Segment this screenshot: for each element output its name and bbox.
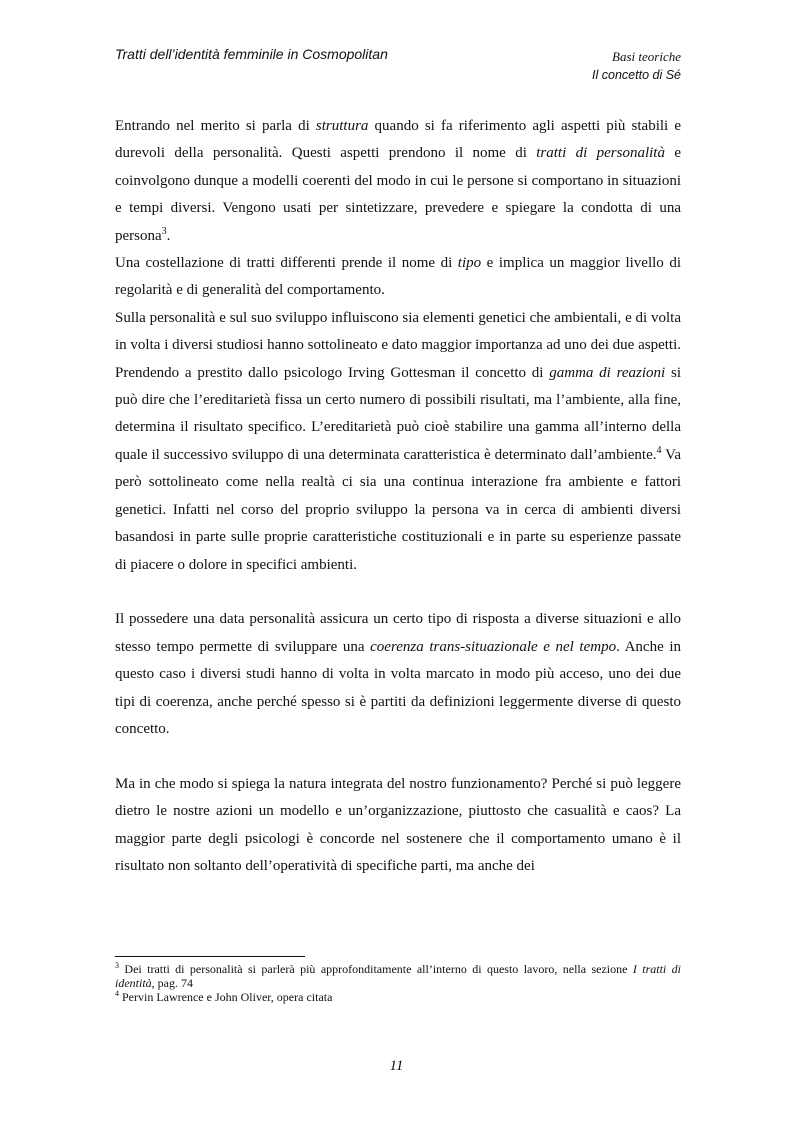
footnote-marker: 3	[115, 961, 119, 970]
footnote-marker: 3	[161, 225, 167, 237]
page-number: 11	[389, 1058, 404, 1074]
italic-text: tipo	[457, 255, 482, 272]
body-paragraph	[115, 606, 681, 743]
text-run: , pag. 74	[151, 976, 193, 991]
footnote-separator	[115, 956, 305, 957]
text-run: Dei tratti di personalità si parlerà più approfonditamente all’interno di questo lavoro, nella sezione	[119, 962, 633, 976]
italic-text: coerenza trans-situazionale e nel tempo	[370, 638, 617, 655]
italic-text: I tratti di identità	[115, 962, 681, 991]
main-body-text	[115, 113, 681, 880]
running-header-subsection: Il concetto di Sé	[592, 68, 681, 82]
italic-text: struttura	[315, 118, 369, 134]
body-paragraph	[115, 113, 681, 250]
running-header-section: Basi teoriche	[612, 49, 681, 64]
text-run: Pervin Lawrence e John Oliver, opera citata	[119, 990, 333, 1005]
running-header-section-block	[592, 48, 681, 84]
footnote	[115, 990, 681, 1004]
text-run: e implica un maggior livello di regolarità e di generalità del comportamento.	[115, 255, 681, 299]
italic-text: gamma di reazioni	[549, 364, 666, 381]
text-run: quando si fa riferimento agli aspetti più stabili e durevoli della personalità. Questi aspetti prendono il nome di	[115, 118, 681, 162]
text-run: Il possedere una data personalità assicura un certo tipo di risposta a diverse situazioni e allo stesso tempo permette di sviluppare una	[115, 611, 681, 655]
text-run: . Anche in questo caso i diversi studi hanno di volta in volta marcato in modo più acceso, uno dei due tipi di coerenza, anche perché spesso si è partiti da definizioni leggermente diverse di questo concetto.	[115, 638, 681, 737]
text-run: Va però sottolineato come nella realtà ci sia una continua interazione fra ambiente e fattori genetici. Infatti nel corso del proprio sviluppo la persona va in cerca di ambienti diversi basandosi in parte sulle proprie caratteristiche costituzionali e in parte su esperienze passate di piacere o dolore in specifici ambienti.	[115, 446, 681, 573]
running-header-title: Tratti dell’identità femminile in Cosmopolitan	[115, 46, 388, 62]
footnotes	[115, 962, 681, 1005]
text-run: .	[166, 227, 171, 244]
footnote-marker: 4	[115, 989, 119, 999]
text-run: Una costellazione di tratti differenti prende il nome di	[115, 255, 458, 272]
text-run: Entrando nel merito si parla di	[115, 118, 316, 134]
body-paragraph	[115, 305, 681, 579]
text-run: Ma in che modo si spiega la natura integrata del nostro funzionamento? Perché si può leggere dietro le nostre azioni un modello e un’organizzazione, piuttosto che casualità e caos? La maggior parte degli psicologi è concorde nel sostenere che il comportamento umano è il risultato non soltanto dell’operatività di specifiche parti, ma anche dei	[115, 775, 681, 874]
text-run: si può dire che l’ereditarietà fissa un certo numero di possibili risultati, ma l’ambiente, alla fine, determina il risultato specifico. L’ereditarietà può cioè stabilire una gamma all’interno della quale il successivo sviluppo di una determinata caratteristica è determinato dall’ambiente.	[115, 364, 681, 463]
body-paragraph	[115, 250, 681, 305]
footnote	[115, 962, 681, 990]
text-run: Sulla personalità e sul suo sviluppo influiscono sia elementi genetici che ambientali, e di volta in volta i diversi studiosi hanno sottolineato e dato maggior importanza ad uno dei due aspetti. Prendendo a prestito dallo psicologo Irving Gottesman il concetto di	[115, 309, 681, 381]
footnote-marker: 4	[656, 444, 662, 456]
text-run: e coinvolgono dunque a modelli coerenti del modo in cui le persone si comportano in situazioni e tempi diversi. Vengono usati per sintetizzare, prevedere e spiegare la condotta di una persona	[115, 145, 681, 244]
italic-text: tratti di personalità	[536, 145, 665, 162]
body-paragraph	[115, 771, 681, 881]
